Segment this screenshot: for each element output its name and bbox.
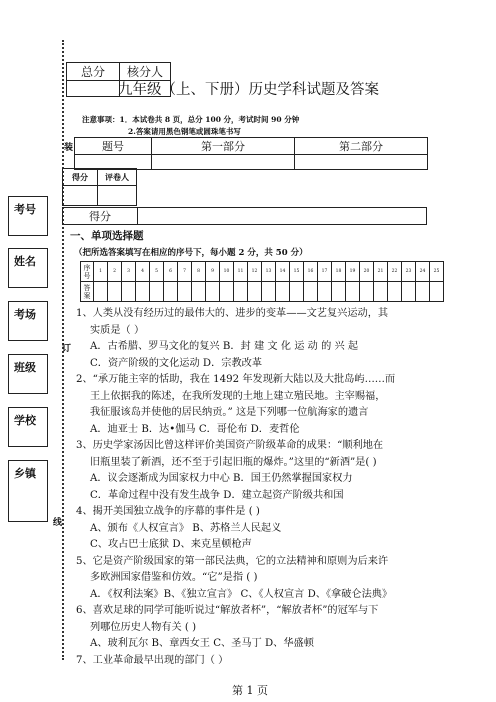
answer-grid-cell[interactable]: [122, 282, 136, 302]
answer-grid-number: 21: [374, 262, 388, 282]
question-line: A、玻利瓦尔 B、章西女王 C、圣马丁 D、华盛顿: [90, 638, 314, 649]
parts-table-cell: [295, 155, 428, 170]
answer-grid-number: 20: [360, 262, 374, 282]
answer-grid-cell[interactable]: [164, 282, 178, 302]
answer-grid-row2-label: 答案: [81, 282, 94, 302]
question-line: 3、历史学家汤因比曾这样评价美国资产阶级革命的成果：“顺利地在: [76, 440, 384, 451]
answer-grid: [80, 261, 444, 302]
answer-grid-number: 19: [346, 262, 360, 282]
question-line: 5、它是资产阶级国家的第一部民法典，它的立法精神和原则为后来许: [76, 555, 389, 567]
answer-grid-cell[interactable]: [178, 282, 192, 302]
binding-char-zhuang: 装: [64, 143, 74, 153]
answer-grid-number: 10: [220, 262, 234, 282]
notice-line-1: 注意事项：1．本试卷共 8 页，总分 100 分，考试时间 90 分钟: [82, 115, 300, 124]
answer-grid-cell[interactable]: [234, 282, 248, 302]
answer-grid-number: 2: [108, 262, 122, 282]
question-line: C、攻占巴士底狱 D、来克星顿枪声: [90, 539, 252, 550]
answer-grid-cell[interactable]: [262, 282, 276, 302]
question-line: 2、“承万能主宰的恬助，我在 1492 年发现新大陆以及大批岛屿……而: [76, 374, 396, 385]
side-label-xuexiao: 学校: [8, 407, 48, 447]
score-box-reviewer: 核分人: [120, 63, 171, 81]
side-label-kaohao: 考号: [8, 196, 48, 236]
side-label-banji: 班级: [8, 354, 48, 394]
question-line: A．古希腊、罗马文化的复兴 B．封 建 文 化 运 动 的 兴 起: [90, 341, 359, 352]
question-line: 多欧洲国家借鉴和仿效。“它”是指 ( ): [90, 572, 258, 583]
answer-grid-cell[interactable]: [304, 282, 318, 302]
parts-table-col0: 题号: [75, 138, 152, 155]
answer-grid-number: 15: [290, 262, 304, 282]
answer-grid-number: 6: [164, 262, 178, 282]
grader-score-cell: [63, 186, 98, 206]
question-line: 王上依据我的陈述，在我所发现的土地上建立殖民地。主宰赐福，: [90, 390, 386, 402]
answer-grid-number: 23: [402, 262, 416, 282]
question-line: 1、人类从没有经历过的最伟大的、进步的变革——文艺复兴运动，其: [76, 308, 389, 319]
answer-grid-number: 8: [192, 262, 206, 282]
side-label-xiangzhen: 乡镇: [8, 460, 48, 522]
answer-grid-cell[interactable]: [318, 282, 332, 302]
answer-grid-number: 4: [136, 262, 150, 282]
answer-grid-cell[interactable]: [416, 282, 430, 302]
question-line: C．革命过程中没有发生战争 D．建立起资产阶级共和国: [90, 489, 344, 501]
answer-grid-cell[interactable]: [402, 282, 416, 302]
question-line: 7、工业革命最早出现的部门（ ）: [76, 654, 229, 666]
parts-table-col1: 第一部分: [152, 138, 295, 155]
question-line: 旧瓶里装了新酒，还不至于引起旧瓶的爆炸。”这里的“新酒”是( ): [90, 456, 377, 468]
section-heading: 一、单项选择题: [70, 230, 144, 242]
answer-grid-number: 25: [430, 262, 444, 282]
grader-score-label: 得分: [63, 169, 98, 186]
binding-char-xian: 线: [53, 518, 63, 528]
answer-grid-cell[interactable]: [192, 282, 206, 302]
binding-char-ding: 订: [62, 344, 72, 354]
answer-grid-number: 24: [416, 262, 430, 282]
score-row-cell: [138, 208, 427, 225]
answer-grid-cell[interactable]: [150, 282, 164, 302]
score-row-label: 得分: [63, 208, 138, 225]
grader-reviewer-cell: [98, 186, 137, 206]
question-line: 我征服该岛并使他的居民纳贡。” 这是下列哪一位航海家的遗言: [90, 407, 369, 418]
answer-grid-number: 17: [318, 262, 332, 282]
score-box-total: 总分: [67, 63, 120, 81]
answer-grid-cell[interactable]: [136, 282, 150, 302]
score-box-total-cell: [67, 81, 120, 97]
answer-grid-number: 16: [304, 262, 318, 282]
question-line: 实质是（ ）: [90, 324, 145, 336]
question-line: 列哪位历史人物有关 ( ): [90, 621, 197, 633]
answer-grid-cell[interactable]: [388, 282, 402, 302]
answer-grid-number: 18: [332, 262, 346, 282]
page-footer: 第 1 页: [232, 684, 268, 697]
grader-box: [62, 168, 137, 206]
answer-grid-cell[interactable]: [430, 282, 444, 302]
answer-grid-number: 7: [178, 262, 192, 282]
answer-grid-cell[interactable]: [346, 282, 360, 302]
side-label-kaochang: 考场: [8, 301, 48, 341]
grader-reviewer-label: 评卷人: [98, 169, 137, 186]
answer-grid-cell[interactable]: [374, 282, 388, 302]
answer-grid-number: 12: [248, 262, 262, 282]
parts-table-col2: 第二部分: [295, 138, 428, 155]
answer-grid-number: 3: [122, 262, 136, 282]
answer-grid-number: 5: [150, 262, 164, 282]
answer-grid-number: 14: [276, 262, 290, 282]
answer-grid-number: 1: [94, 262, 108, 282]
question-line: A．《权利法案》B、《独立宣言》 C、《人权宣言 D、《拿破仑法典》: [90, 588, 393, 600]
answer-grid-cell[interactable]: [248, 282, 262, 302]
answer-grid-cell[interactable]: [206, 282, 220, 302]
answer-grid-row1-label: 序号: [81, 262, 94, 282]
answer-grid-number: 11: [234, 262, 248, 282]
question-line: A．迪亚士 B．达•伽马 C．哥伦布 D．麦哲伦: [90, 423, 300, 435]
answer-grid-cell[interactable]: [220, 282, 234, 302]
section-instruction: （把所选答案填写在相应的序号下，每小题 2 分，共 50 分）: [74, 248, 308, 258]
side-label-xingming: 姓名: [8, 248, 48, 288]
question-line: 6、喜欢足球的同学可能听说过“解放者杯”，“解放者杯”的冠军与下: [76, 605, 379, 616]
question-line: A．议会逐渐成为国家权力中心 B．国王仍然掌握国家权力: [90, 473, 353, 484]
answer-grid-cell[interactable]: [108, 282, 122, 302]
answer-grid-cell[interactable]: [360, 282, 374, 302]
answer-grid-cell[interactable]: [290, 282, 304, 302]
parts-table: [74, 137, 428, 170]
score-row: [62, 207, 427, 225]
answer-grid-cell[interactable]: [276, 282, 290, 302]
answer-grid-cell[interactable]: [332, 282, 346, 302]
page-title: 九年级（上、下册）历史学科试题及答案: [118, 82, 379, 98]
question-line: A、颁布《人权宣言》 B、苏格兰人民起义: [90, 522, 282, 534]
question-line: C．资产阶级的文化运动 D．宗教改革: [90, 357, 263, 369]
parts-table-cell: [152, 155, 295, 170]
question-line: 4、揭开美国独立战争的序幕的事件是 ( ): [76, 506, 260, 517]
answer-grid-number: 9: [206, 262, 220, 282]
answer-grid-cell[interactable]: [94, 282, 108, 302]
answer-grid-number: 13: [262, 262, 276, 282]
answer-grid-number: 22: [388, 262, 402, 282]
notice-line-2: 2.答案请用黑色钢笔或圆珠笔书写: [128, 127, 241, 136]
